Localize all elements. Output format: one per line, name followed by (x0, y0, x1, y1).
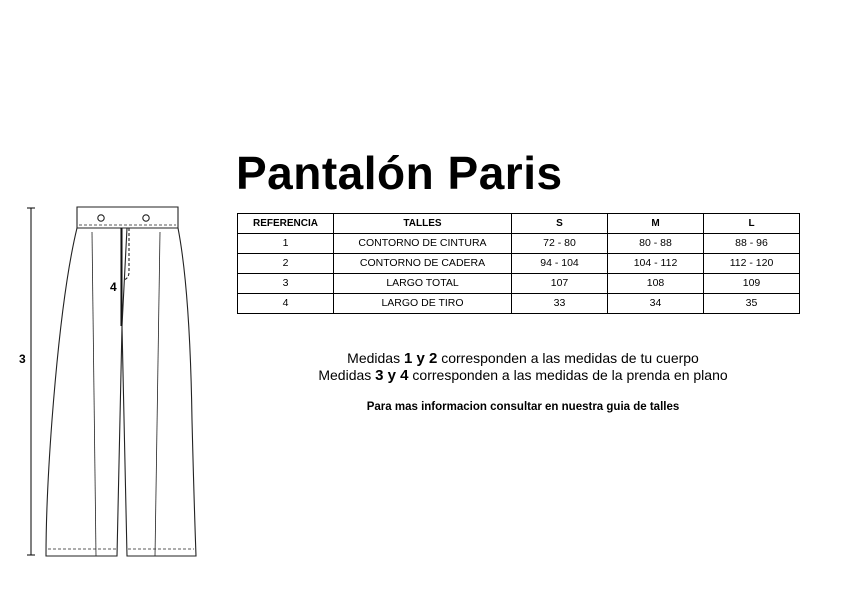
table-cell: LARGO TOTAL (334, 274, 512, 294)
column-header: REFERENCIA (238, 214, 334, 234)
table-cell: 4 (238, 294, 334, 314)
waistband (77, 207, 178, 228)
table-cell: 35 (704, 294, 800, 314)
table-row (238, 274, 800, 294)
note-text: Medidas (347, 350, 404, 366)
column-header: S (512, 214, 608, 234)
table-cell: 94 - 104 (512, 254, 608, 274)
measurement-notes (290, 350, 756, 384)
note-emphasis: 1 y 2 (403, 350, 438, 367)
table-cell: CONTORNO DE CINTURA (334, 234, 512, 254)
dimension-label-rise: 4 (110, 280, 117, 294)
size-guide-note: Para mas informacion consultar en nuestra guia de talles (366, 401, 680, 413)
table-cell: CONTORNO DE CADERA (334, 254, 512, 274)
table-cell: 1 (238, 234, 334, 254)
button-icon (98, 215, 104, 221)
note-text: Medidas (318, 367, 376, 383)
note-line-1 (290, 350, 756, 367)
note-line-2 (290, 367, 756, 384)
column-header: M (608, 214, 704, 234)
note-text: corresponden a las medidas de tu cuerpo (437, 350, 699, 366)
table-row (238, 294, 800, 314)
table-cell: 33 (512, 294, 608, 314)
table-cell: 107 (512, 274, 608, 294)
button-icon (143, 215, 149, 221)
size-table (237, 213, 800, 314)
table-row (238, 254, 800, 274)
table-header-row (238, 214, 800, 234)
table-cell: 72 - 80 (512, 234, 608, 254)
table-cell: 112 - 120 (704, 254, 800, 274)
page-title: Pantalón Paris (236, 147, 563, 199)
table-row (238, 234, 800, 254)
table-cell: 2 (238, 254, 334, 274)
dimension-label-total-length: 3 (19, 352, 26, 366)
note-emphasis: 3 y 4 (375, 367, 409, 384)
table-cell: 80 - 88 (608, 234, 704, 254)
table-cell: 109 (704, 274, 800, 294)
table-cell: 88 - 96 (704, 234, 800, 254)
column-header: L (704, 214, 800, 234)
column-header: TALLES (334, 214, 512, 234)
table-cell: 34 (608, 294, 704, 314)
table-cell: 108 (608, 274, 704, 294)
table-cell: 3 (238, 274, 334, 294)
note-text: corresponden a las medidas de la prenda en plano (408, 367, 728, 383)
table-cell: 104 - 112 (608, 254, 704, 274)
table-cell: LARGO DE TIRO (334, 294, 512, 314)
